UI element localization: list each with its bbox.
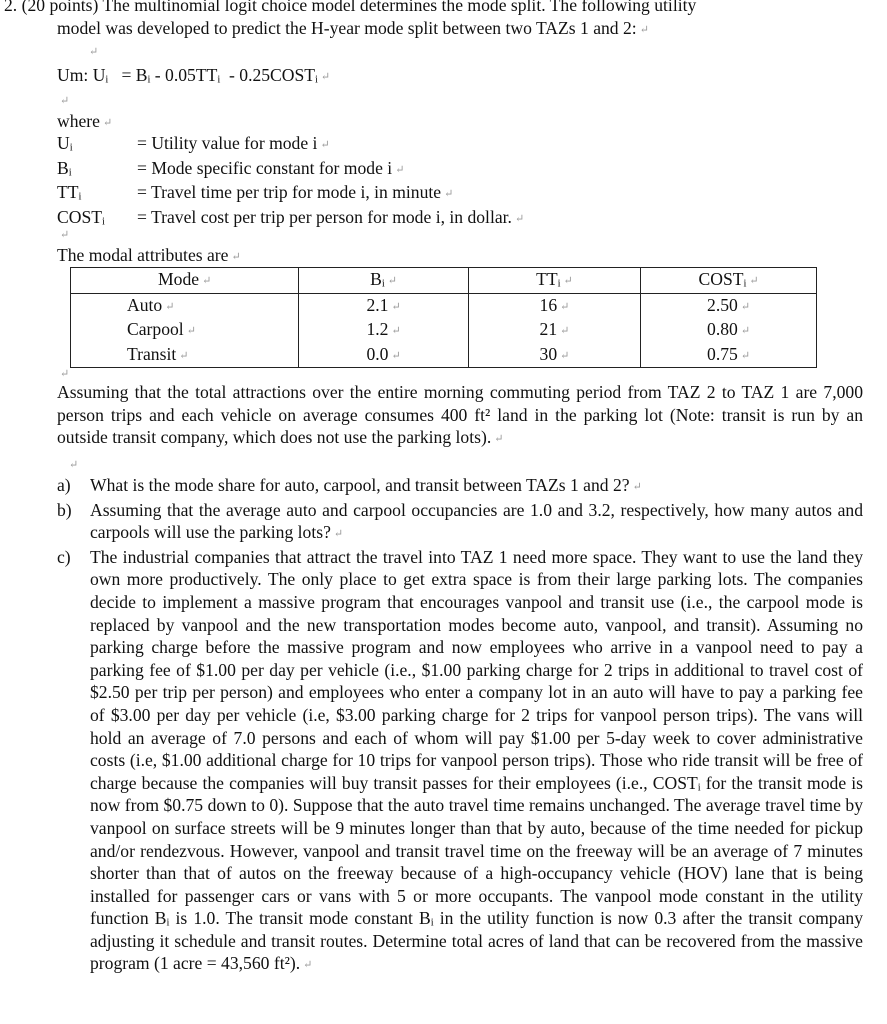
return-mark-icon: ↵ [320, 71, 331, 83]
return-mark-icon: ↵ [494, 433, 504, 446]
table-cell [468, 293, 640, 318]
definition-symbol: Uᵢ [57, 133, 73, 153]
question-label: c) [57, 546, 71, 567]
return-mark-icon: ↵ [391, 300, 401, 313]
return-mark-icon: ↵ [563, 275, 573, 287]
return-mark-icon: ↵ [60, 368, 70, 380]
table-row [71, 343, 817, 368]
return-mark-icon: ↵ [179, 349, 189, 362]
cell-cost: 2.50 [707, 294, 738, 315]
return-mark-icon: ↵ [444, 188, 454, 201]
problem-intro-line2-row [57, 17, 649, 42]
header-mode: Mode [158, 269, 200, 289]
return-mark-icon: ↵ [165, 300, 175, 313]
definition-row [57, 157, 524, 182]
cell-mode: Carpool [127, 319, 184, 340]
definition-row [57, 132, 524, 157]
return-mark-icon: ↵ [560, 300, 570, 313]
assumption-paragraph [57, 381, 863, 451]
definition-text: = Travel cost per trip per person for mode i, in dollar. [137, 206, 512, 227]
table-cell [71, 343, 299, 368]
return-mark-icon: ↵ [202, 275, 212, 287]
cell-cost: 0.80 [707, 319, 738, 340]
problem-header [4, 0, 696, 17]
table-cell [299, 293, 468, 318]
table-cell [299, 318, 468, 343]
definition-text-cell [137, 132, 524, 157]
question-text: Assuming that the average auto and carpool occupancies are 1.0 and 3.2, respectively, how many autos and carpools will use the parking lots? [90, 499, 863, 543]
return-mark-icon: ↵ [632, 481, 642, 493]
definition-row [57, 206, 524, 231]
table-cell [71, 293, 299, 318]
table-cell [641, 343, 817, 368]
return-mark-icon: ↵ [391, 349, 401, 362]
definition-symbol: TTᵢ [57, 182, 82, 203]
header-b: Bᵢ [370, 269, 385, 289]
return-mark-icon: ↵ [514, 212, 525, 225]
return-mark-icon: ↵ [231, 251, 241, 263]
definition-text-cell [137, 157, 524, 182]
table-header-cell [71, 268, 299, 294]
table-row [71, 318, 817, 343]
return-mark-icon: ↵ [391, 325, 401, 338]
cell-b: 1.2 [366, 319, 389, 340]
return-mark-icon: ↵ [186, 325, 196, 338]
cell-b: 2.1 [366, 294, 389, 315]
question-label: b) [57, 499, 72, 520]
table-cell [71, 318, 299, 343]
blank-line [57, 222, 69, 247]
attributes-title-row [57, 244, 241, 269]
table-cell [299, 343, 468, 368]
cell-mode: Transit [127, 343, 177, 364]
question-text: What is the mode share for auto, carpool, and transit between TAZs 1 and 2? [90, 475, 630, 495]
table-header-row [71, 268, 817, 294]
table-cell [641, 318, 817, 343]
header-cost: COSTᵢ [698, 269, 747, 289]
question-label: a) [57, 475, 71, 495]
return-mark-icon: ↵ [740, 349, 751, 362]
return-mark-icon: ↵ [740, 300, 751, 313]
utility-model [57, 64, 330, 89]
cell-tt: 16 [539, 294, 558, 315]
definition-text-cell [137, 181, 524, 206]
table-header-cell [299, 268, 468, 294]
blank-line [86, 39, 98, 64]
definition-text: = Mode specific constant for mode i [137, 157, 393, 178]
return-mark-icon: ↵ [320, 139, 330, 151]
return-mark-icon: ↵ [60, 229, 70, 241]
table-row [71, 293, 817, 318]
cell-mode: Auto [127, 294, 163, 315]
return-mark-icon: ↵ [749, 275, 759, 287]
question-text: The industrial companies that attract the travel into TAZ 1 need more space. They want to use the land they own more productively. The only place to get extra space is from their large parking lots. The companies decide to implement a massive program that encourages vanpool and transit use (i.e., the carpool mode is replaced by vanpool and the new transportation modes become auto, vanpool, and transit). Assuming no parking charge before the massive program and now employees who arrive in a vanpool need to pay a parking fee of $1.00 per day per vehicle (i.e., $1.00 parking charge for 2 trips in additional to travel cost of $2.50 per trip per person) and employees who enter a company lot in an auto will have to pay a parking fee of $3.00 per day per vehicle (i.e, $3.00 parking charge for 2 trips for vanpool person trips). The vans will hold an average of 7.0 persons and each of whom will pay $1.00 per 5-day week to cover administrative costs (i.e, $1.00 additional charge for 10 trips for vanpool person trips). Those who ride transit will be free of charge because the companies will buy transit passes for their employees (i.e., COSTᵢ for the transit mode is now from $0.75 down to 0). Suppose that the auto travel time remains unchanged. The average travel time by vanpool on surface streets will be 9 minutes longer than that by auto, because of the time needed for pickup and/or rendezvous. However, vanpool and transit travel time on the freeway will be an average of 7 minutes shorter than that of autos on the freeway because of a high-occupancy vehicle (HOV) lane that is being installed for passenger cars or vans with 5 or more occupants. The vanpool mode constant in the utility function Bᵢ is 1.0. The transit mode constant Bᵢ in the utility function is now 0.3 after the transit company adjusting it schedule and transit routes. Determine total acres of land that can be recovered from the massive program (1 acre = 43,560 ft²). [90, 546, 863, 974]
return-mark-icon: ↵ [303, 959, 313, 972]
cell-tt: 21 [539, 319, 558, 340]
where-label-row [57, 110, 112, 135]
question-item [57, 546, 863, 977]
model-label: Um: [57, 65, 89, 85]
table-header-cell [468, 268, 640, 294]
table-cell [641, 293, 817, 318]
blank-line [57, 88, 69, 113]
definition-text: = Utility value for mode i [137, 133, 318, 153]
problem-intro-line1: The multinomial logit choice model determines the mode split. The following utility [102, 0, 697, 15]
cell-cost: 0.75 [707, 343, 738, 364]
cell-tt: 30 [539, 343, 558, 364]
problem-number: 2. [4, 0, 18, 15]
attributes-title: The modal attributes are [57, 245, 229, 265]
definition-text-cell [137, 206, 524, 231]
question-list [57, 474, 863, 977]
blank-line [66, 452, 78, 477]
definition-row [57, 181, 524, 206]
definition-text: = Travel time per trip for mode i, in minute [137, 182, 442, 203]
return-mark-icon: ↵ [639, 24, 649, 36]
return-mark-icon: ↵ [560, 349, 570, 362]
return-mark-icon: ↵ [740, 325, 751, 338]
modal-attributes-table [70, 267, 817, 368]
return-mark-icon: ↵ [333, 528, 344, 541]
return-mark-icon: ↵ [89, 46, 99, 58]
table-cell [468, 343, 640, 368]
return-mark-icon: ↵ [387, 275, 397, 287]
definition-symbol: Bᵢ [57, 157, 72, 178]
return-mark-icon: ↵ [60, 95, 70, 107]
question-item [57, 499, 863, 546]
header-tt: TTᵢ [536, 269, 561, 289]
problem-intro-line2: model was developed to predict the H-year mode split between two TAZs 1 and 2: [57, 18, 637, 38]
definition-symbol: COSTᵢ [57, 206, 105, 227]
table-header-cell [641, 268, 817, 294]
assumption-text: Assuming that the total attractions over the entire morning commuting period from TAZ 2 to TAZ 1 are 7,000 person trips and each vehicle on average consumes 400 ft² land in the parking lot (Note: transit is run by an outside transit company, which does not use the parking lots). [57, 382, 863, 448]
return-mark-icon: ↵ [395, 163, 405, 176]
return-mark-icon: ↵ [102, 117, 113, 129]
question-item [57, 474, 863, 499]
return-mark-icon: ↵ [69, 459, 79, 471]
model-equation: Uᵢ = Bᵢ - 0.05TTᵢ - 0.25COSTᵢ [92, 65, 318, 85]
problem-points: (20 points) [21, 0, 99, 15]
table-cell [468, 318, 640, 343]
definitions-list [57, 132, 524, 230]
where-label: where [57, 111, 100, 131]
cell-b: 0.0 [366, 343, 389, 364]
return-mark-icon: ↵ [560, 325, 570, 338]
